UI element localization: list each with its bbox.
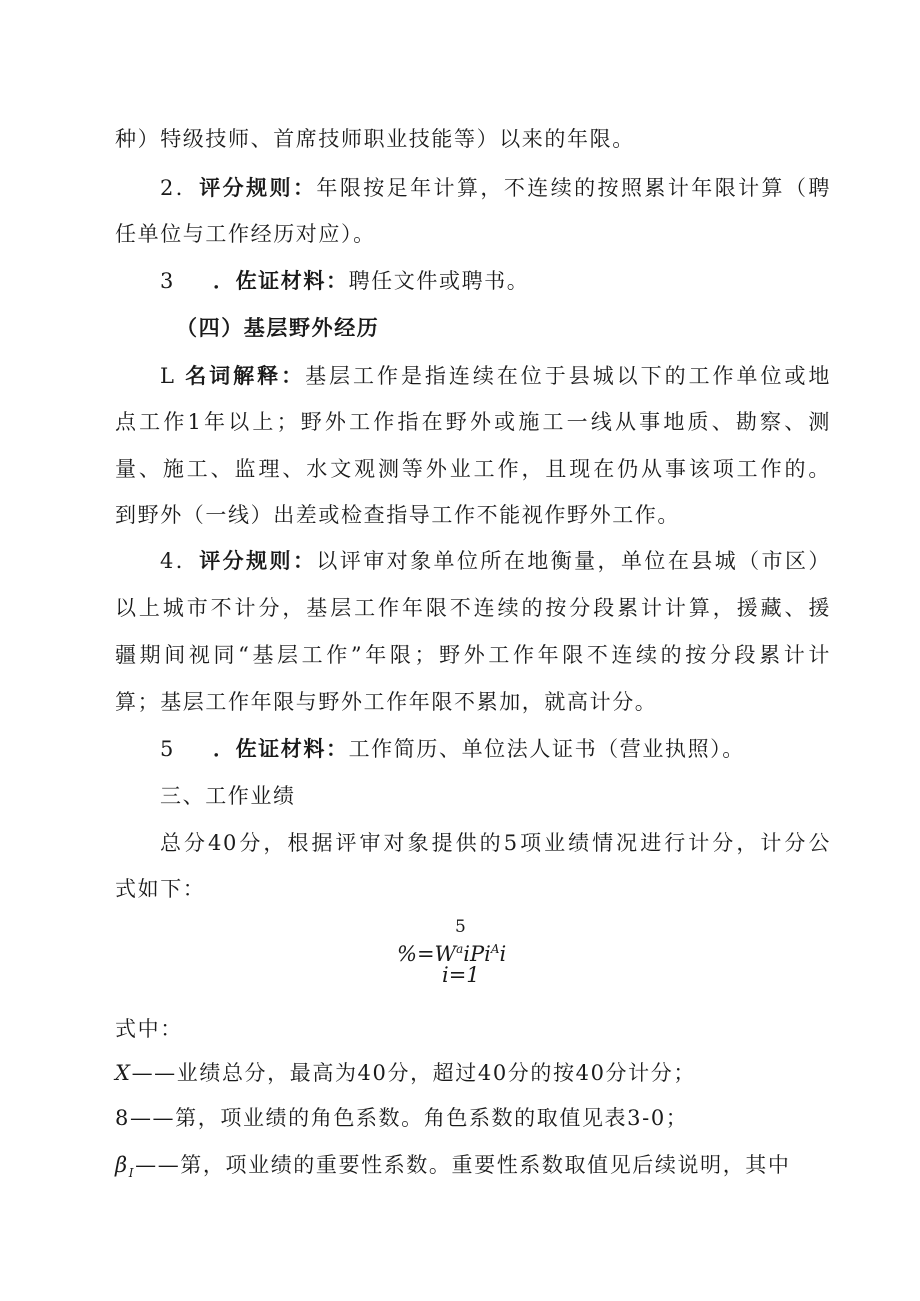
text-line: 量、施工、监理、水文观测等外业工作，且现在仍从事该项工作的。: [115, 457, 831, 481]
variable-subscript: I: [128, 1166, 136, 1181]
item-text: 年限按足年计算，不连续的按照累计年限计算（聘: [316, 176, 832, 200]
item-text: 工作简历、单位法人证书（营业执照）。: [348, 737, 745, 761]
text-line: 式如下：: [115, 877, 206, 901]
section-heading: （四）基层野外经历: [176, 315, 380, 340]
text-line: 算；基层工作年限与野外工作年限不累加，就高计分。: [115, 690, 658, 714]
text-line: [160, 546, 831, 576]
item-text: ——业绩总分，最高为40分，超过40分的按40分计分；: [131, 1061, 696, 1085]
text-line: 总分40分，根据评审对象提供的5项业绩情况进行计分，计分公: [160, 831, 831, 855]
text-line: 种）特级技师、首席技师职业技能等）以来的年限。: [115, 127, 635, 151]
text-line: [160, 266, 876, 296]
item-label: 评分规则：: [199, 175, 317, 200]
item-label: 名词解释：: [185, 363, 306, 388]
item-text: 基层工作是指连续在位于县城以下的工作单位或地: [305, 364, 832, 388]
text-line: 疆期间视同“基层工作”年限；野外工作年限不连续的按分段累计计: [115, 643, 831, 667]
text-line: 到野外（一线）出差或检查指导工作不能视作野外工作。: [115, 503, 680, 527]
text-line: 以上城市不计分，基层工作年限不连续的按分段累计计算，援藏、援: [115, 596, 831, 620]
formula-upper-limit: 5: [455, 917, 466, 937]
item-number: 3: [160, 269, 175, 293]
item-number: 5: [160, 737, 175, 761]
text-line: [115, 1058, 831, 1088]
text-line: [160, 361, 831, 391]
item-number: 2．: [160, 176, 200, 200]
text-line: 点工作1年以上；野外工作指在野外或施工一线从事地质、勘察、测: [115, 410, 831, 434]
formula-lower-limit: i=1: [442, 963, 480, 987]
item-label: 评分规则：: [199, 548, 317, 573]
item-number: L: [160, 364, 176, 388]
text-line: 任单位与工作经历对应）。: [115, 222, 376, 246]
item-label: ．佐证材料：: [212, 736, 349, 761]
item-text: 聘任文件或聘书。: [348, 269, 530, 293]
item-text: 以评审对象单位所在地衡量，单位在县城（市区）: [316, 549, 832, 573]
variable: X: [115, 1061, 132, 1085]
section-heading: 三、工作业绩: [160, 784, 296, 808]
text-line: [160, 734, 876, 764]
text-line: [160, 173, 831, 203]
text-line: [115, 1150, 831, 1188]
item-label: ．佐证材料：: [212, 268, 349, 293]
text-line: 式中：: [115, 1017, 183, 1041]
variable: β: [115, 1153, 129, 1177]
text-line: 8——第，项业绩的角色系数。角色系数的取值见表3-0；: [115, 1106, 689, 1130]
formula-body: $\%=W^aiPi^Ai$: [397, 942, 507, 966]
item-text: ——第，项业绩的重要性系数。重要性系数取值见后续说明，其中: [135, 1153, 791, 1177]
item-number: 4．: [160, 549, 200, 573]
